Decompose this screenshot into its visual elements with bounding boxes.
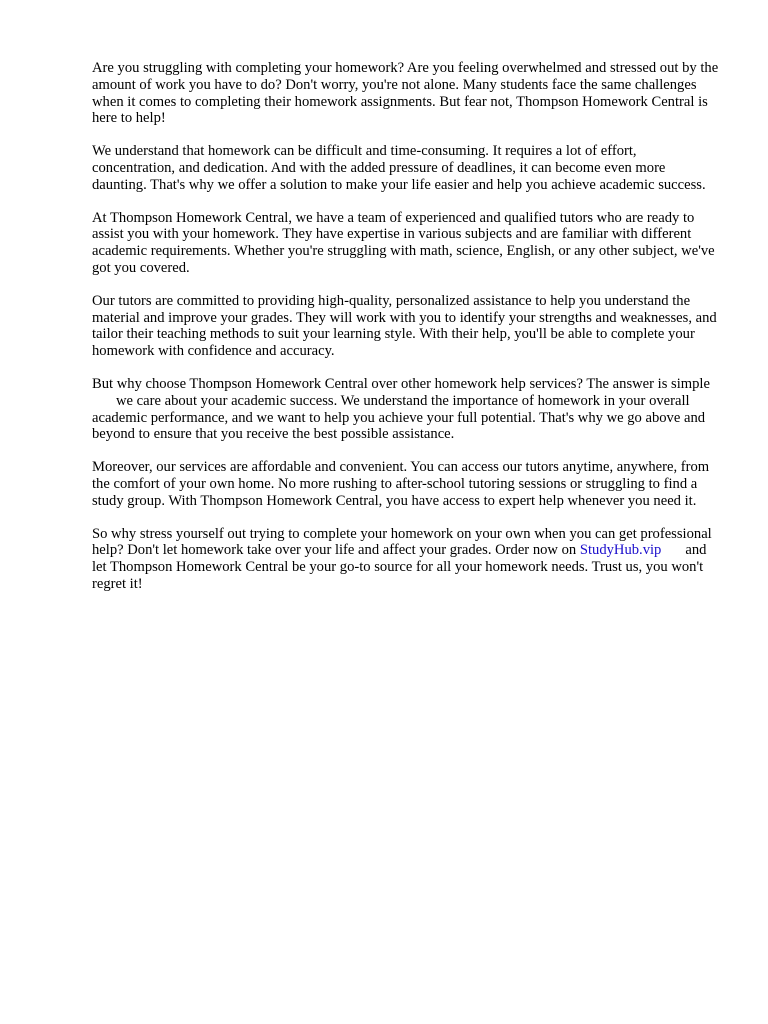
cta-text-start: So why stress yourself out trying to complete your homework on your own when you can get professional help? Don't let homework take over your life and affect your grades. Order now on [92,525,712,559]
studyhub-link[interactable]: StudyHub.vip [579,542,662,559]
paragraph-understand: We understand that homework can be difficult and time-consuming. It requires a lot of effort, concentration, and dedication. And with the added pressure of deadlines, it can become even more daunting. That's why we offer a solution to make your life easier and help you achieve academic success. [92,143,706,193]
cta-text-end: and let Thompson Homework Central be your go-to source for all your homework needs. Trust us, you won't regret it! [92,542,707,592]
why-choose-text-start: But why choose Thompson Homework Central over other homework help services? The answer is simple [92,375,710,392]
document-body [92,60,722,609]
paragraph-intro: Are you struggling with completing your homework? Are you feeling overwhelmed and stressed out by the amount of work you have to do? Don't worry, you're not alone. Many students face the same challenges when it comes to completing their homework assignments. But fear not, Thompson Homework Central is here to help! [92,60,719,127]
paragraph-call-to-action [92,526,722,593]
paragraph-tutors-team: At Thompson Homework Central, we have a team of experienced and qualified tutors who are ready to assist you with your homework. They have expertise in various subjects and are familiar with different academic requirements. Whether you're struggling with math, science, English, or any other subject, we've got you covered. [92,209,715,276]
paragraph-affordable: Moreover, our services are affordable and convenient. You can access our tutors anytime, anywhere, from the comfort of your own home. No more rushing to after-school tutoring sessions or struggling to find a study group. With Thompson Homework Central, you have access to expert help whenever you need it. [92,459,710,509]
paragraph-tutors-committed: Our tutors are committed to providing high-quality, personalized assistance to help you understand the material and improve your grades. They will work with you to identify your strengths and weaknesses, and tailor their teaching methods to suit your learning style. With their help, you'll be able to complete your homework with confidence and accuracy. [92,292,717,360]
why-choose-text-end: we care about your academic success. We understand the importance of homework in your overall academic performance, and we want to help you achieve your full potential. That's why we go above and beyond to ensure that you receive the best possible assistance. [92,392,706,443]
paragraph-why-choose [92,376,722,443]
